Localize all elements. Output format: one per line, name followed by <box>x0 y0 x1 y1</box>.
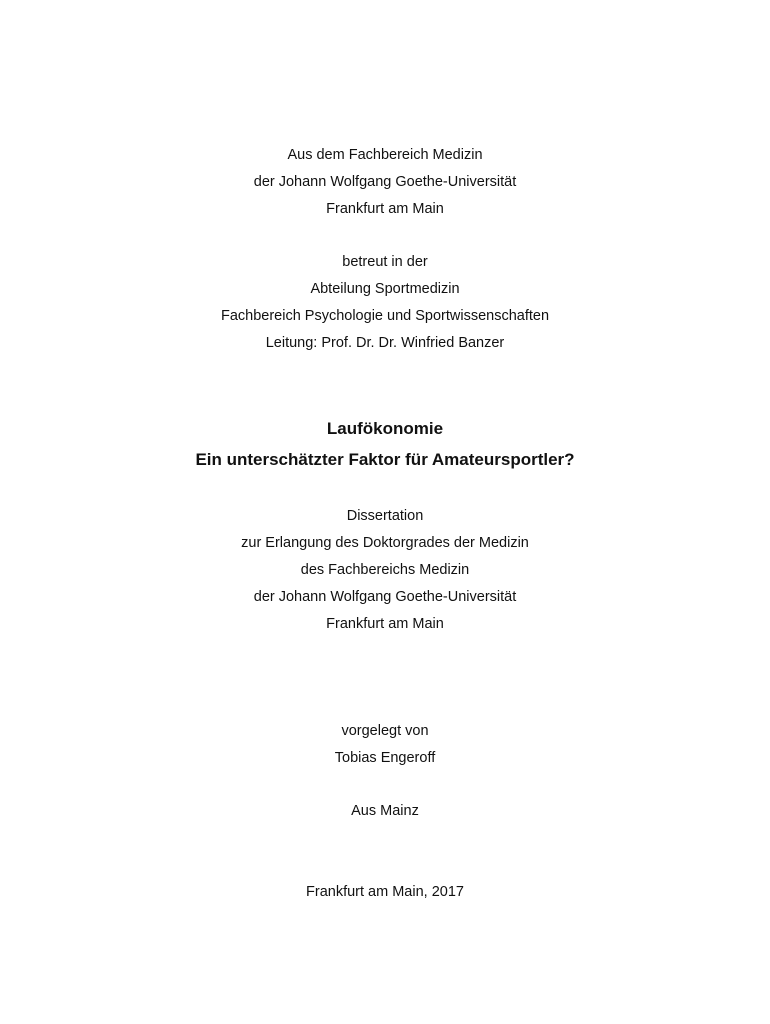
city-line-2: Frankfurt am Main <box>326 616 444 632</box>
university-line: der Johann Wolfgang Goethe-Universität <box>253 174 517 190</box>
author-origin: Aus Mainz <box>351 803 419 819</box>
thesis-subtitle: Ein unterschätzter Faktor für Amateursportler? <box>195 450 575 469</box>
presented-by-line: vorgelegt von <box>341 723 429 739</box>
head-line: Leitung: Prof. Dr. Dr. Winfried Banzer <box>265 335 505 351</box>
supervised-in-line: betreut in der <box>342 254 428 270</box>
university-line-2: der Johann Wolfgang Goethe-Universität <box>253 589 517 605</box>
city-line: Frankfurt am Main <box>326 201 444 217</box>
author-name: Tobias Engeroff <box>334 750 436 766</box>
thesis-title: Laufökonomie <box>326 419 444 438</box>
division-line: Fachbereich Psychologie und Sportwissenschaften <box>220 308 550 324</box>
department-line: Abteilung Sportmedizin <box>310 281 460 297</box>
place-date-line: Frankfurt am Main, 2017 <box>306 884 464 900</box>
faculty-line-2: des Fachbereichs Medizin <box>300 562 470 578</box>
dissertation-label: Dissertation <box>346 508 424 524</box>
degree-line: zur Erlangung des Doktorgrades der Medizin <box>241 535 529 551</box>
faculty-line: Aus dem Fachbereich Medizin <box>287 147 483 163</box>
